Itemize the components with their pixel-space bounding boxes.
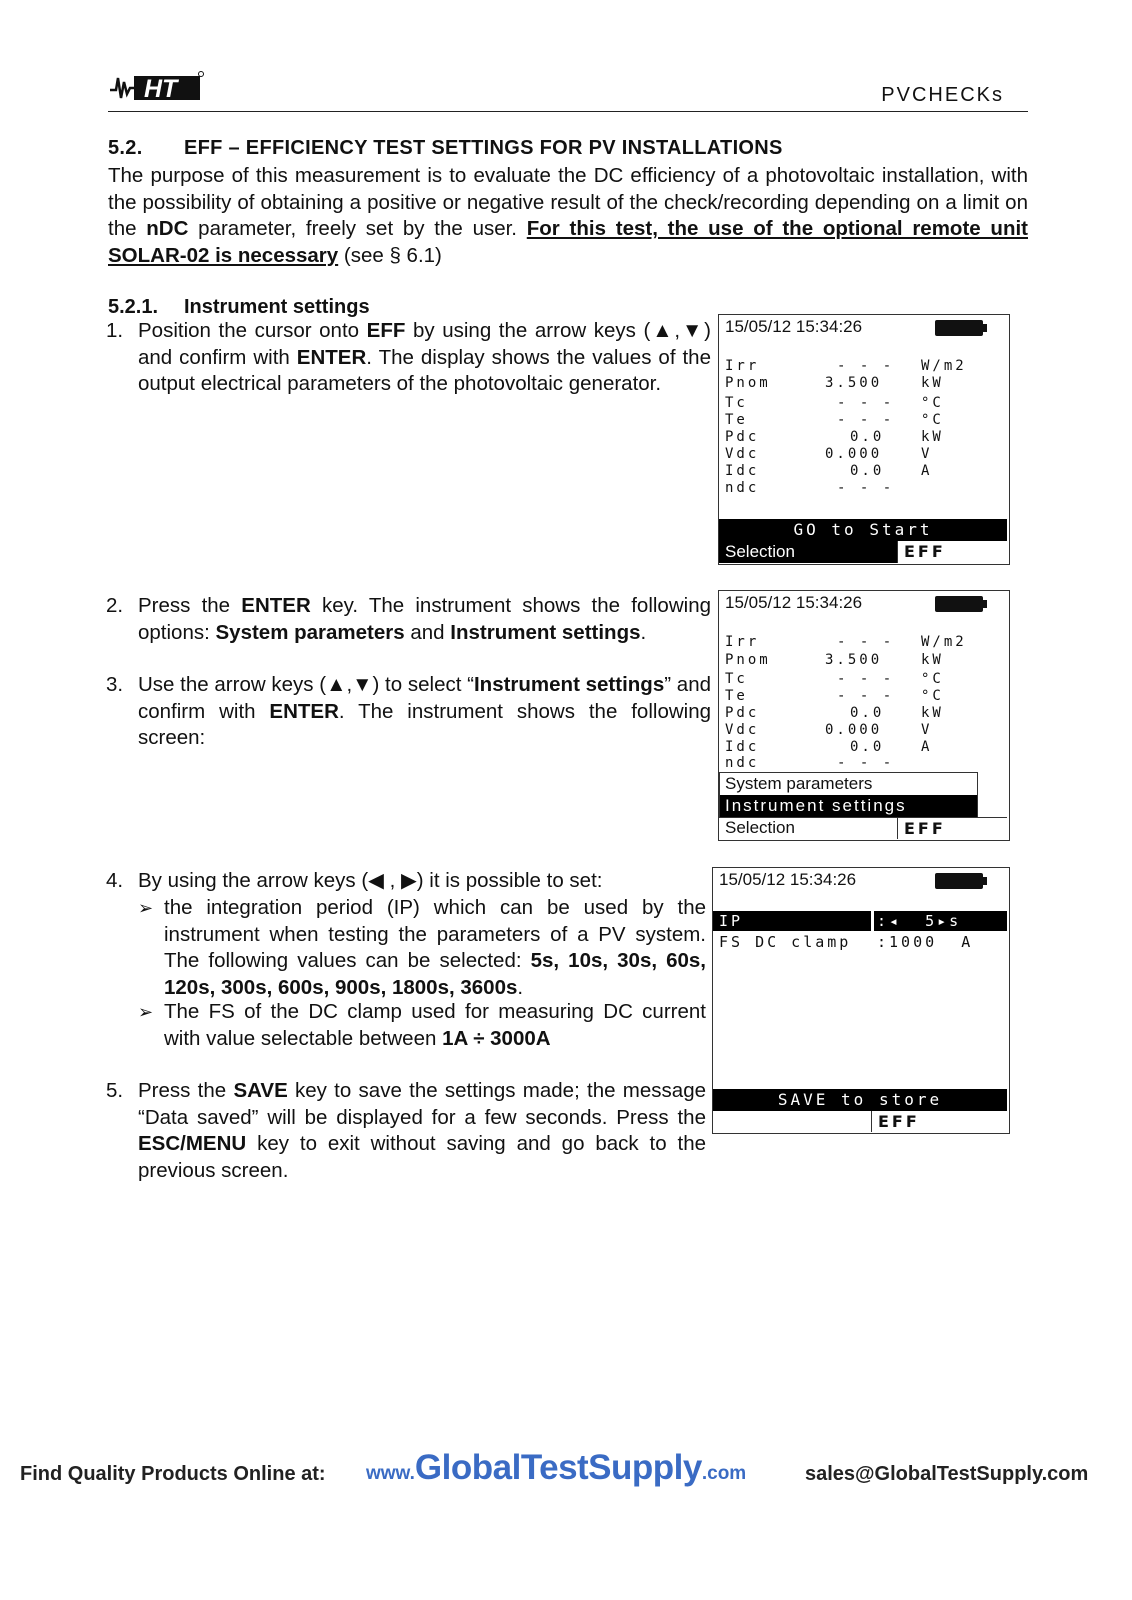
step-3: 3. Use the arrow keys (▲,▼) to select “Instrument settings” and confirm with ENTER. The instrument shows the following screen:	[106, 673, 712, 749]
arrow-bullet-icon: ➢	[138, 1002, 154, 1022]
display-menu-screen: 15/05/12 15:34:26 Irr - - - W/m2 Pnom 3.500 kW Tc - - - °C Te - - - °C Pdc 0.0 kW Vdc 0.000 V Idc 0.0 A ndc - - - System parameters Instrument settings Selection EFF	[718, 590, 1010, 841]
section-number: 5.2.	[108, 137, 143, 159]
step-1: 1. Position the cursor onto EFF by using the arrow keys (▲,▼) and confirm with ENTER. The display shows the values of the output electrical parameters of the photovoltaic generator.	[106, 319, 711, 395]
mode-indicator: EFF	[897, 817, 1007, 839]
selection-label: Selection	[725, 818, 795, 837]
footer-email-link[interactable]: sales@GlobalTestSupply.com	[805, 1463, 1089, 1485]
display-datetime: 15/05/12 15:34:26	[725, 593, 863, 612]
save-to-store-bar: SAVE to store	[713, 1089, 1007, 1111]
battery-icon	[935, 873, 983, 889]
display-datetime: 15/05/12 15:34:26	[719, 870, 857, 889]
bullet-integration-period: ➢ the integration period (IP) which can be used by the instrument when testing the parameters of a PV system. The following values can be selected: 5s, 10s, 30s, 60s, 120s, 300s, 600s, 900s, 1800s, 3600s.	[138, 896, 707, 999]
go-to-start-bar: GO to Start	[719, 519, 1007, 541]
logo-text: HT	[144, 75, 178, 103]
mode-indicator: EFF	[897, 541, 1007, 563]
mode-indicator: EFF	[871, 1111, 1007, 1132]
menu-item-instrument-settings[interactable]: Instrument settings	[720, 795, 977, 817]
subsection-number: 5.2.1.	[108, 296, 159, 318]
subsection-title: Instrument settings	[184, 296, 370, 318]
step-5: 5. Press the SAVE key to save the settings made; the message “Data saved” will be displayed for a few seconds. Press the ESC/MENU key to exit without saving and go back to the previous screen.	[106, 1079, 706, 1182]
fs-clamp-value[interactable]: :1000 A	[877, 933, 974, 951]
battery-icon	[935, 596, 983, 612]
display-main-screen: 15/05/12 15:34:26 Irr - - - W/m2 Pnom 3.500 kW Tc - - - °C Te - - - °C Pdc 0.0 kW Vdc 0.000 V Idc 0.0 A ndc - - - GO to Start Selection EFF	[718, 314, 1010, 565]
display-settings-screen	[712, 867, 1010, 1134]
fs-clamp-label: FS DC clamp	[719, 933, 852, 951]
solar02-notice: For this test, the use of the optional remote unit SOLAR-02 is necessary	[108, 217, 1028, 267]
header-divider	[108, 111, 1028, 112]
section-heading	[108, 137, 783, 160]
ip-value: :◂ 5▸s	[877, 912, 962, 930]
ip-label: IP	[719, 912, 744, 930]
arrow-bullet-icon: ➢	[138, 898, 154, 918]
section-intro: The purpose of this measurement is to evaluate the DC efficiency of a photovoltaic installation, with the possibility of obtaining a positive or negative result of the check/recording depending on a limit on the nDC parameter, freely set by the user. For this test, the use of the optional remote unit SOLAR-02 is necessary (see § 6.1)	[108, 164, 1028, 267]
options-menu	[719, 772, 978, 818]
section-title: EFF – EFFICIENCY TEST SETTINGS FOR PV INSTALLATIONS	[184, 137, 783, 159]
step-2: 2. Press the ENTER key. The instrument shows the following options: System parameters and Instrument settings.	[106, 594, 711, 644]
menu-item-system-parameters[interactable]: System parameters	[725, 774, 873, 793]
display-datetime: 15/05/12 15:34:26	[725, 317, 863, 336]
ht-logo	[108, 70, 204, 104]
footer-tagline: Find Quality Products Online at:	[20, 1463, 326, 1485]
step-4: 4. By using the arrow keys (◀ , ▶) it is possible to set:	[106, 869, 603, 892]
ip-separator	[871, 911, 874, 931]
ip-setting-row[interactable]	[713, 911, 1007, 931]
document-title: PVCHECKs	[881, 84, 1004, 106]
footer-website-link[interactable]: www.GlobalTestSupply.com	[366, 1448, 747, 1487]
selection-label: Selection	[719, 541, 897, 563]
battery-icon	[935, 320, 983, 336]
ndc-term: nDC	[146, 217, 189, 240]
subsection-heading	[108, 296, 370, 319]
bullet-fs-clamp: ➢ The FS of the DC clamp used for measuring DC current with value selectable between 1A ÷ 3000A	[138, 1000, 706, 1050]
